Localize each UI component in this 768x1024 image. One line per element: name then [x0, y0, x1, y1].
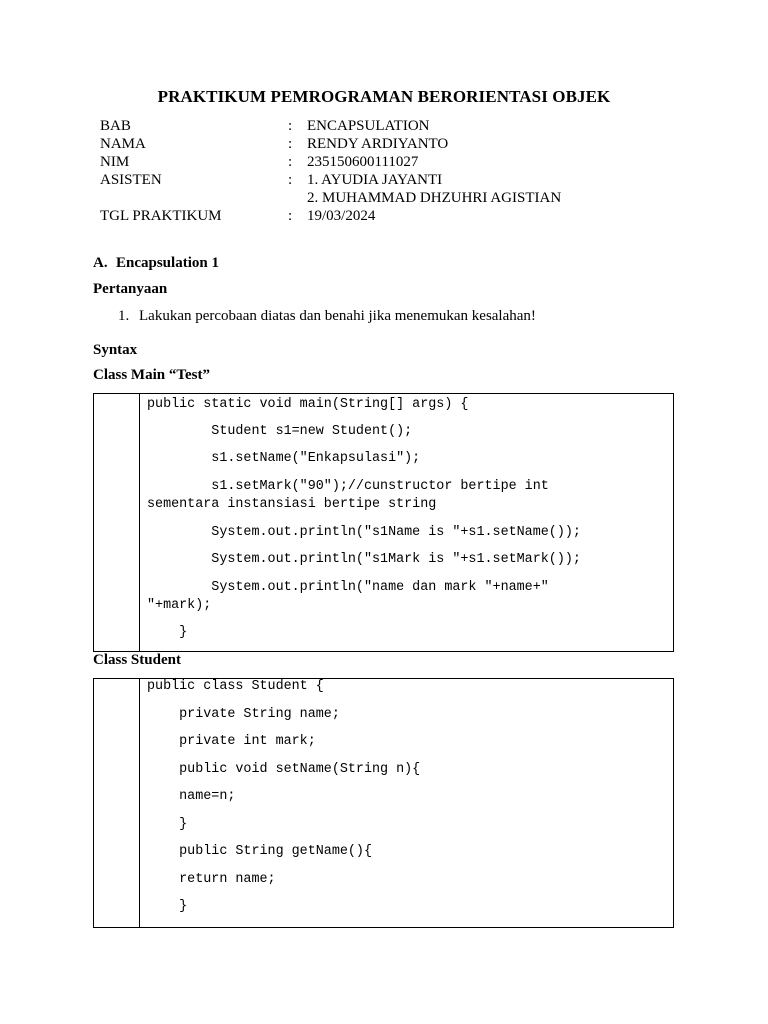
class-main-heading: Class Main “Test” — [93, 367, 210, 383]
code-line: s1.setMark("90");//cunstructor bertipe int — [147, 479, 549, 494]
info-row-nama — [100, 135, 561, 153]
code-line: private String name; — [147, 707, 340, 722]
code-line: Student s1=new Student(); — [147, 424, 413, 439]
page-title: PRAKTIKUM PEMROGRAMAN BERORIENTASI OBJEK — [157, 87, 611, 106]
info-colon-empty — [288, 189, 307, 207]
info-label: BAB — [100, 118, 131, 134]
code-line: System.out.println("s1Name is "+s1.setName()); — [147, 525, 581, 540]
class-student-heading: Class Student — [93, 652, 181, 668]
info-label: NAMA — [100, 136, 146, 152]
info-value: 2. MUHAMMAD DHZUHRI AGISTIAN — [307, 190, 562, 206]
code-line: } — [147, 817, 188, 832]
pertanyaan-heading: Pertanyaan — [93, 281, 168, 297]
info-block — [100, 117, 561, 225]
code-line: } — [147, 625, 188, 640]
info-row-asisten — [100, 171, 561, 189]
info-value: 235150600111027 — [307, 154, 419, 170]
info-label — [100, 189, 288, 207]
info-value: RENDY ARDIYANTO — [307, 136, 449, 152]
code-line: return name; — [147, 872, 276, 887]
question-item — [118, 308, 536, 325]
info-value: ENCAPSULATION — [307, 118, 430, 134]
main-code — [147, 394, 672, 640]
code-line: public static void main(String[] args) { — [147, 397, 469, 412]
code-line: "+mark); — [147, 598, 212, 613]
main-code-box — [93, 393, 674, 652]
question-number: 1. — [118, 308, 130, 324]
info-value: 19/03/2024 — [307, 208, 376, 224]
info-row-nim — [100, 153, 561, 171]
code-line: s1.setName("Enkapsulasi"); — [147, 451, 421, 466]
code-line: name=n; — [147, 789, 236, 804]
code-line: public String getName(){ — [147, 844, 372, 859]
code-line: private int mark; — [147, 734, 316, 749]
info-colon: : — [288, 136, 293, 152]
code-line: public void setName(String n){ — [147, 762, 421, 777]
question-text: Lakukan percobaan diatas dan benahi jika menemukan kesalahan! — [139, 308, 536, 324]
info-colon: : — [288, 118, 293, 134]
code-line: System.out.println("name dan mark "+name+" — [147, 580, 549, 595]
section-number: A. — [93, 255, 108, 271]
code-line: sementara instansiasi bertipe string — [147, 497, 437, 512]
info-row-bab — [100, 117, 561, 135]
code-line: public class Student { — [147, 679, 324, 694]
code-line: } — [147, 899, 188, 914]
info-row-tgl — [100, 207, 561, 225]
info-row-asisten-2 — [100, 189, 561, 207]
student-code — [147, 679, 672, 914]
info-label: ASISTEN — [100, 172, 162, 188]
code-gutter — [139, 679, 140, 927]
info-label: TGL PRAKTIKUM — [100, 208, 222, 224]
section-label: Encapsulation 1 — [116, 255, 219, 271]
section-heading-a — [93, 255, 219, 272]
info-colon: : — [288, 208, 293, 224]
info-label: NIM — [100, 154, 130, 170]
info-colon: : — [288, 154, 293, 170]
syntax-heading: Syntax — [93, 342, 138, 358]
code-line: System.out.println("s1Mark is "+s1.setMark()); — [147, 552, 581, 567]
student-code-box — [93, 678, 674, 928]
info-colon: : — [288, 172, 293, 188]
code-gutter — [139, 394, 140, 651]
info-value: 1. AYUDIA JAYANTI — [307, 172, 443, 188]
